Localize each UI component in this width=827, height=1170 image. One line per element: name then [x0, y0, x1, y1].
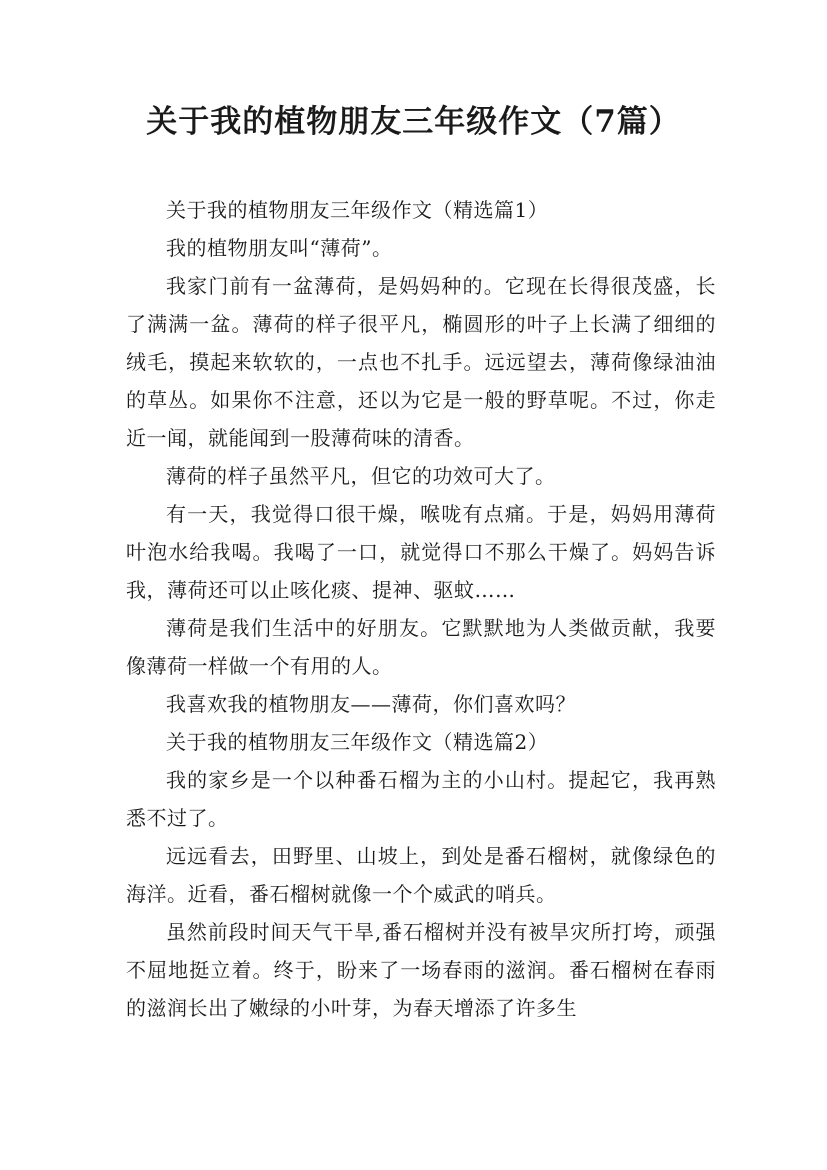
paragraph: 我家门前有一盆薄荷，是妈妈种的。它现在长得很茂盛，长了满满一盆。薄荷的样子很平凡，椭圆形的叶子上长满了细细的绒毛，摸起来软软的，一点也不扎手。远远望去，薄荷像绿油油的草丛。如果你不注意，还以为它是一般的野草呢。不过，你走近一闻，就能闻到一股薄荷味的清香。	[126, 274, 716, 450]
paragraph-section-heading-1: 关于我的植物朋友三年级作文（精选篇1）	[166, 198, 549, 222]
paragraph: 有一天，我觉得口很干燥，喉咙有点痛。于是，妈妈用薄荷叶泡水给我喝。我喝了一口，就觉得口不那么干燥了。妈妈告诉我，薄荷还可以止咳化痰、提神、驱蚊……	[126, 502, 716, 602]
paragraph: 我的植物朋友叫“薄荷”。	[166, 236, 393, 260]
document-title: 关于我的植物朋友三年级作文（7篇）	[146, 104, 681, 140]
paragraph: 我的家乡是一个以种番石榴为主的小山村。提起它，我再熟悉不过了。	[126, 768, 716, 830]
paragraph-section-heading-2: 关于我的植物朋友三年级作文（精选篇2）	[166, 730, 549, 754]
paragraph: 远远看去，田野里、山坡上，到处是番石榴树，就像绿色的海洋。近看，番石榴树就像一个个威武的哨兵。	[126, 844, 716, 906]
paragraph: 虽然前段时间天气干旱,番石榴树并没有被旱灾所打垮，顽强不屈地挺立着。终于，盼来了一场春雨的滋润。番石榴树在春雨的滋润长出了嫩绿的小叶芽，为春天增添了许多生	[126, 920, 716, 1020]
paragraph: 薄荷是我们生活中的好朋友。它默默地为人类做贡献，我要像薄荷一样做一个有用的人。	[126, 616, 716, 678]
document-body	[126, 191, 716, 1027]
paragraph: 我喜欢我的植物朋友——薄荷，你们喜欢吗？	[166, 692, 576, 716]
paragraph: 薄荷的样子虽然平凡，但它的功效可大了。	[166, 464, 556, 488]
